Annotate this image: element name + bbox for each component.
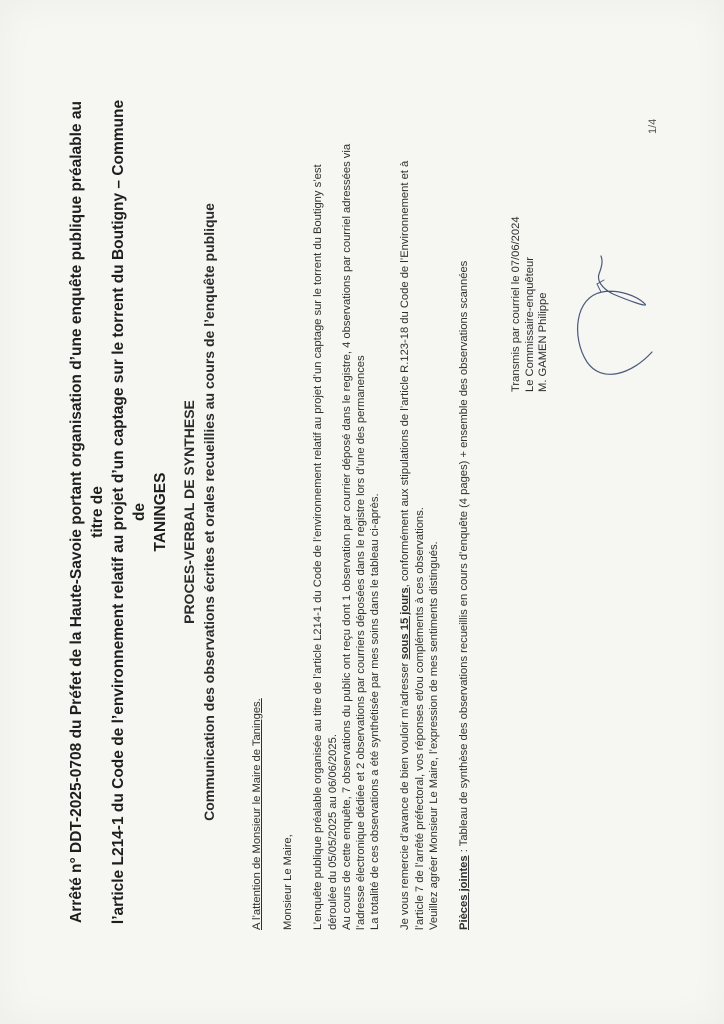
attachments-line bbox=[457, 95, 471, 930]
title-line-2: l’article L214-1 du Code de l’environnement relatif au projet d’un captage sur le torrent du Boutigny – Commune de bbox=[110, 99, 148, 925]
pv-heading: PROCES-VERBAL DE SYNTHESE bbox=[181, 400, 197, 624]
para2-text-after: , conformément aux stipulations de l’article R.123-18 du Code de l’Environnement et à bbox=[399, 160, 412, 588]
paragraph-2 bbox=[398, 95, 441, 930]
salutation: Monsieur Le Maire, bbox=[282, 834, 295, 930]
paragraph-2-line bbox=[398, 95, 412, 930]
paragraph-1-line: déroulée du 05/05/2025 au 06/06/2025. bbox=[326, 734, 339, 930]
paragraph-1-line: Au cours de cette enquête, 7 observations du public ont reçu dont 1 observation par courrier déposé dans le registre, 4 observations par courriel adressées via bbox=[340, 143, 353, 930]
signatory-role: Le Commissaire-enquêteur bbox=[523, 257, 536, 392]
signatory-name: M. GAMEN Philippe bbox=[537, 292, 549, 392]
title-line-3: TANINGES bbox=[152, 472, 169, 552]
document-sheet bbox=[52, 72, 672, 952]
paragraph-2-line: Veuillez agréer Monsieur Le Maire, l’expression de mes sentiments distingués. bbox=[427, 541, 440, 930]
attachments-label: Pièces jointes bbox=[458, 855, 471, 930]
handwritten-signature bbox=[557, 232, 657, 392]
rotated-document bbox=[52, 72, 672, 952]
attention-line: A l’attention de Monsieur le Maire de Taninges. bbox=[251, 698, 263, 930]
signature-block bbox=[510, 92, 551, 392]
paragraph-1 bbox=[311, 95, 382, 930]
document-title bbox=[66, 92, 171, 932]
pv-subheading: Communication des observations écrites et orales recueillies au cours de l’enquête publique bbox=[201, 203, 217, 821]
attachments-text: : Tableau de synthèse des observations recueillis en cours d’enquête (4 pages) + ensemble des observations scannées bbox=[458, 260, 471, 856]
title-line-1: Arrêté n° DDT-2025-0708 du Préfet de la Haute-Savoie portant organisation d’une enquête publique préalable au titre de bbox=[68, 101, 106, 923]
para2-text-before: Je vous remercie d’avance de bien vouloir m’adresser bbox=[399, 659, 412, 930]
paragraph-1-line: La totalité de ces observations a été synthétisée par mes soins dans le tableau ci-après. bbox=[369, 493, 382, 930]
page-number: 1/4 bbox=[647, 118, 659, 134]
paragraph-1-line: L’enquête publique préalable organisée au titre de l’article L214-1 du Code de l’environnement relatif au projet d’un captage sur le torrent du Boutigny s’est bbox=[312, 164, 325, 930]
transmission-line: Transmis par courriel le 07/06/2024 bbox=[510, 216, 522, 392]
letter-body bbox=[250, 95, 471, 930]
paragraph-2-line: l’article 7 de l’arrêté préfectoral, vos réponses et/ou compléments à ces observations. bbox=[413, 507, 426, 930]
deadline-emphasis: sous 15 jours bbox=[399, 587, 412, 660]
paragraph-1-line: l’adresse électronique dédiée et 2 observations par courriers déposées dans le registre lors d’une des permanences bbox=[355, 355, 368, 930]
